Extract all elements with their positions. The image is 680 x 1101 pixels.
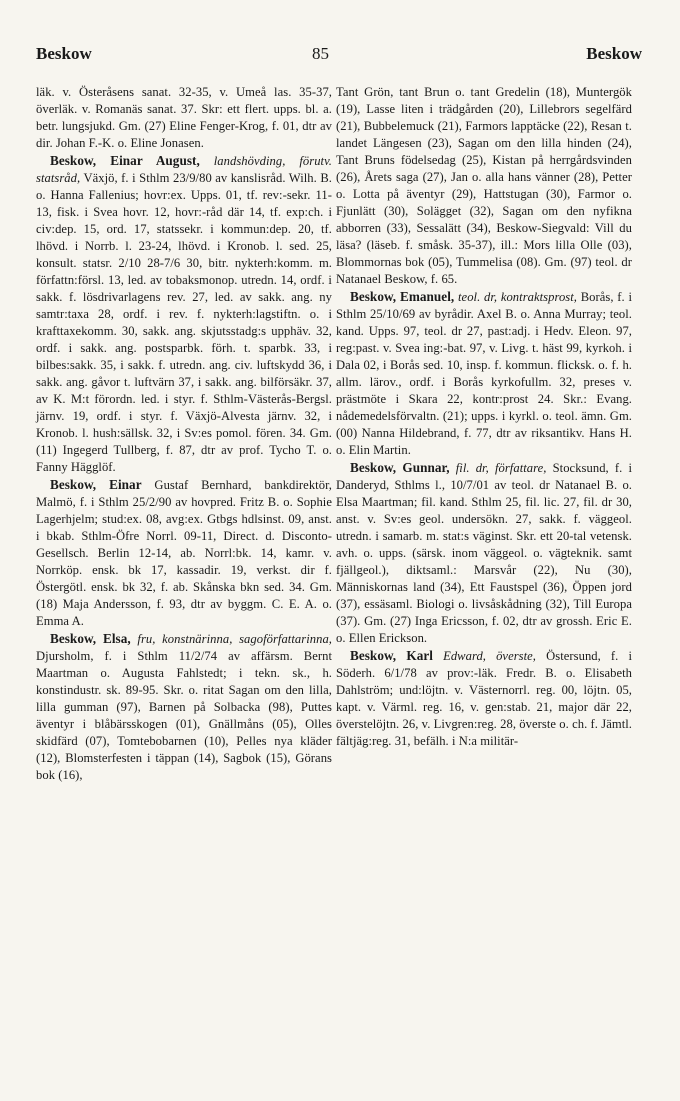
entry-name: Beskow, Elsa, [50, 631, 131, 646]
entry-name: Beskow, Einar August, [50, 153, 200, 168]
entry-title: Gustaf Bernhard, bankdirektör, [154, 478, 333, 492]
right-column [336, 84, 632, 750]
entry-karl [336, 647, 632, 750]
entry-text: Djursholm, f. i Sthlm 11/2/74 av affärsm. Bernt Maartman o. Augusta Fahlstedt; i tekn. sk., h. konstindustr. sk. 89-95. Skr. o. ritat Sagan om den lilla, lilla gumman (97), Barnen på Solbacka (98), Puttes äventyr i blåbärsskogen (01), Gnällmåns (05), Olles skidfärd (07), Tomtebobarnen (10), Pelles nya kläder (12), Blomsterfesten i täppan (14), Sagbok (15), Görans bok (16), [36, 649, 332, 782]
left-column [36, 84, 332, 784]
entry-name: Beskow, Emanuel, [350, 289, 455, 304]
running-header [0, 44, 680, 74]
entry-name: Beskow, Einar [50, 477, 142, 492]
entry-text: Östersund, f. i Söderh. 6/1/78 av prov:-läk. Fredr. B. o. Elisabeth Dahlström; und:löjtn. v. Västernorrl. reg. 00, löjtn. 05, kapt. v. Värml. reg. 16, v. gen:stab. 21, major där 22, överstelöjtn. 26, v. Livgren:reg. 28, överste o. ch. f. Jämtl. fältjäg:reg. 31, befälh. i N:a militär- [336, 649, 633, 748]
entry-einar-gustaf [36, 476, 332, 630]
entry-name: Beskow, Gunnar, [350, 460, 450, 475]
entry-title: fil. dr, författare, [455, 461, 547, 475]
entry-text: Växjö, f. i Sthlm 23/9/80 av kanslisråd. Wilh. B. o. Hanna Fallenius; hovr:ex. Upps. 01, tf. rev:-sekr. 11-13, fisk. i Svea hovr. 12, hovr:-råd där 14, tf. exp:ch. i civ:dep. 15, ord. 17, statssekr. i kommun:dep. 20, tf. lhövd. i Norrb. l. 23-24, lhövd. i Kronob. l. sed. 25, konsult. statsr. 2/10 28-7/6 30, bitr. nykterh:komm. m. författn:försl. 13, led. av tobaksmonop. utredn. 14, ordf. i sakk. f. lösdrivarlagens rev. 27, led. av sakk. ang. ny samtr:taxa 28, ordf. i rev. f. nykterh:lagstiftn. o. i krafttaxekomm. 30, sakk. ang. skjutsstadg:s upphäv. 32, ordf. i sakk. ang. postsparbk. förh. t. sparbk. 33, i bilbes:sakk. 35, i sakk. f. utredn. ang. civ. luftskydd 36, i sakk. ang. gåvor t. luftvärn 37, i sakk. ang. bilförsäkr. 37, av K. M:t förordn. led. i styr. f. Sthlm-Västerås-Bergsl. järnv. 19, ordf. i styr. f. Växjö-Alvesta järnv. 32, i Kronob. l. hush:sällsk. 32, i Sv:es pomol. fören. 34. Gm. (11) Ingegerd Tullberg, f. 87, dtr av prof. Tycho T. o. Fanny Hägglöf. [36, 171, 332, 474]
entry-elsa [36, 630, 332, 784]
entry-gunnar [336, 459, 632, 647]
entry-title: Edward, överste, [443, 649, 537, 663]
entry-text: Stocksund, f. i Danderyd, Sthlms l., 10/7/01 av teol. dr Natanael B. o. Elsa Maartman; fil. kand. Sthlm 25, fil. lic. 27, fil. dr 30, anst. v. Sv:es geol. undersökn. 27, sakk. f. väggeol. utredn. i samarb. m. stat:s väginst. Skr. ett 20-tal vetensk. avh. o. upps. (särsk. inom väggeol. o. vägteknik. samt fjällgeol.), diktsaml.: Marsvår (22), Nu (30), Människornas land (34), Ett Faustspel (36), Öppen jord (37), essäsaml. Biologi o. livsåskådning (32), Till Europa (37). Gm. (27) Inga Ericsson, f. 02, dtr av grossh. Eric E. o. Ellen Erickson. [336, 461, 632, 645]
entry-text: Malmö, f. i Sthlm 25/2/90 av hovpred. Fritz B. o. Sophie Lagerhjelm; stud:ex. 08, avg:ex. Gtbgs hdlsinst. 09, anst. i bkab. Sthlm-Öfre Norrl. 09-11, Direct. d. Disconto-Gesellsch. Berlin 12-14, ab. Norrl:bk. 14, kamr. v. Norrköp. ensk. bk 17, kassadir. 19, verkst. dir f. Östergötl. ensk. bk 32, f. ab. Skånska bkn sed. 34. Gm. (18) Maja Andersson, f. 93, dtr av byggm. C. E. A. o. Emma A. [36, 495, 332, 628]
entry-text: läk. v. Österåsens sanat. 32-35, v. Umeå las. 35-37, överläk. v. Romanäs sanat. 37. Skr: ett flert. upps. bl. a. betr. lungsjukd. Gm. (27) Eline Fenger-Krog, f. 01, dtr av dir. Johan F.-K. o. Eline Jonasen. [36, 85, 332, 150]
entry-einar-august [36, 152, 332, 476]
entry-title: teol. dr, kontraktsprost, [458, 290, 578, 304]
entry-text: Tant Grön, tant Brun o. tant Gredelin (18), Muntergök (19), Lasse liten i trädgården (20), Lillebrors segelfärd (21), Bubbelemuck (21), Farmors lapptäcke (22), Resan t. landet Längesen (23), Sagan om den lilla hinden (24), Tant Bruns födelsedag (25), Kistan på herrgårdsvinden (26), Årets saga (27), Jan o. alla hans vänner (28), Petter o. Lotta på äventyr (29), Hattstugan (30), Farmor o. Fjunlätt (30), Solägget (32), Sagan om den nyfikna abborren (33), Sessalätt (34), Beskow-Siegvald: Vill du läsa? (läseb. f. småsk. 35-37), ill.: Mors lilla Olle (03), Blommornas bok (05), Tummelisa (08). Gm. (97) teol. dr Natanael Beskow, f. 65. [336, 85, 632, 286]
entry-title: landshövding, förutv. statsråd, [36, 154, 332, 185]
entry-continuation [336, 84, 632, 288]
entry-text: Borås, f. i Sthlm 25/10/69 av byrådir. Axel B. o. Anna Murray; teol. kand. Upps. 97, teol. dr 27, past:adj. i Hedv. Eleon. 97, reg:past. v. Svea ing:-bat. 97, v. Livg. t. häst 99, kyrkoh. i Dala 02, i Borås sed. 10, insp. f. kommun. flicksk. o. f. h. allm. lärov., ordf. i Borås kyrkofullm. 32, preses v. prästmöte i Skara 22, kontr:prost 24. Skr.: Evang. nådemedelsförvaltn. (21); upps. i kyrkl. o. teol. ämn. Gm. (00) Nanna Hildebrand, f. 77, dtr av riksantikv. Hans H. o. Elin Martin. [336, 290, 632, 457]
entry-name: Beskow, Karl [350, 648, 433, 663]
header-left-word: Beskow [36, 44, 92, 63]
page-number: 85 [312, 44, 329, 63]
entry-continuation [36, 84, 332, 152]
entry-emanuel [336, 288, 632, 459]
entry-title: fru, konstnärinna, sagoförfattarinna, [137, 632, 332, 646]
header-right-word: Beskow [586, 44, 642, 63]
